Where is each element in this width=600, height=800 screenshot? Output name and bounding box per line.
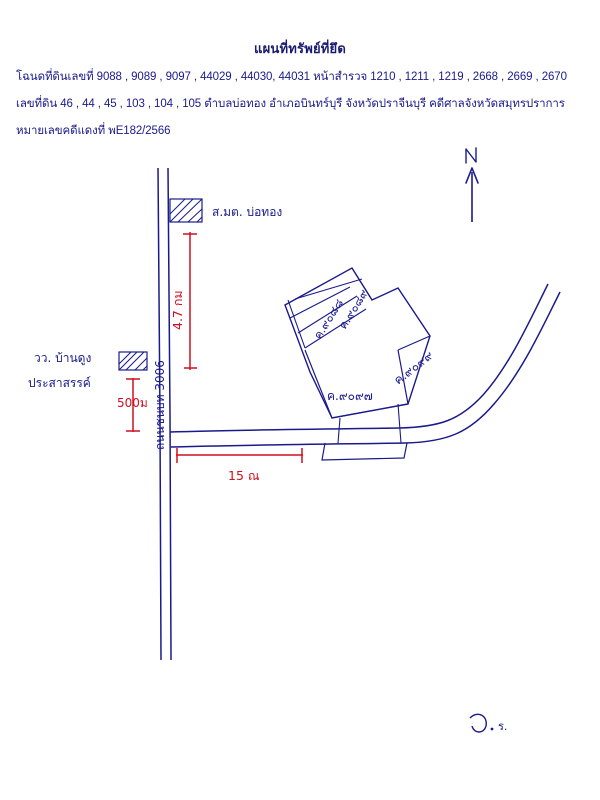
bo-thong-building-block <box>170 199 202 222</box>
header-line-2: เลขที่ดิน 46 , 44 , 45 , 103 , 104 , 105 ตำบลบ่อทอง อำเภอบินทร์บุรี จังหวัดปราจีนบุรี คดีศาลจังหวัดสมุทรปราการ <box>16 98 565 110</box>
label-distance-15-m: 15 ณ <box>228 468 260 483</box>
label-parcel-9088: ค.๙๐๘๘ <box>310 296 347 342</box>
label-road-3006: ถนนชนบท 3006 <box>153 360 167 450</box>
label-prasatsan: ประสาสรรค์ <box>28 376 91 390</box>
label-signature: ร. <box>498 720 508 733</box>
signature-mark <box>470 714 493 732</box>
dimension-15-m <box>176 448 303 463</box>
label-parcel-9097: ค.๙๐๙๗ <box>327 389 373 403</box>
east-curving-road <box>170 284 560 460</box>
dimension-4-7-km <box>183 232 197 370</box>
label-distance-4-7-km: 4.7 กม <box>170 290 185 330</box>
wat-building-block <box>119 352 147 370</box>
header-line-3: หมายเลขคดีแดงที่ พE182/2566 <box>16 125 171 137</box>
label-distance-500-m: 500ม <box>117 396 148 410</box>
label-wat-ban-khlong: วว. บ้านดูง <box>34 351 92 365</box>
north-arrow-icon <box>466 148 478 222</box>
label-parcel-9089: ค.๙๐๘๙ <box>335 286 371 332</box>
page-title: แผนที่ทรัพย์ที่ยึด <box>253 41 347 56</box>
label-parcel-9099: ค.๙๐๙๙ <box>391 348 436 388</box>
label-amphoe-bo-thong: ส.มต. บ่อทอง <box>212 205 283 219</box>
header-line-1: โฉนดที่ดินเลขที่ 9088 , 9089 , 9097 , 44029 , 44030, 44031 หน้าสำรวจ 1210 , 1211 , 1219 , 2668 , 2669 , 2670 <box>16 71 567 83</box>
